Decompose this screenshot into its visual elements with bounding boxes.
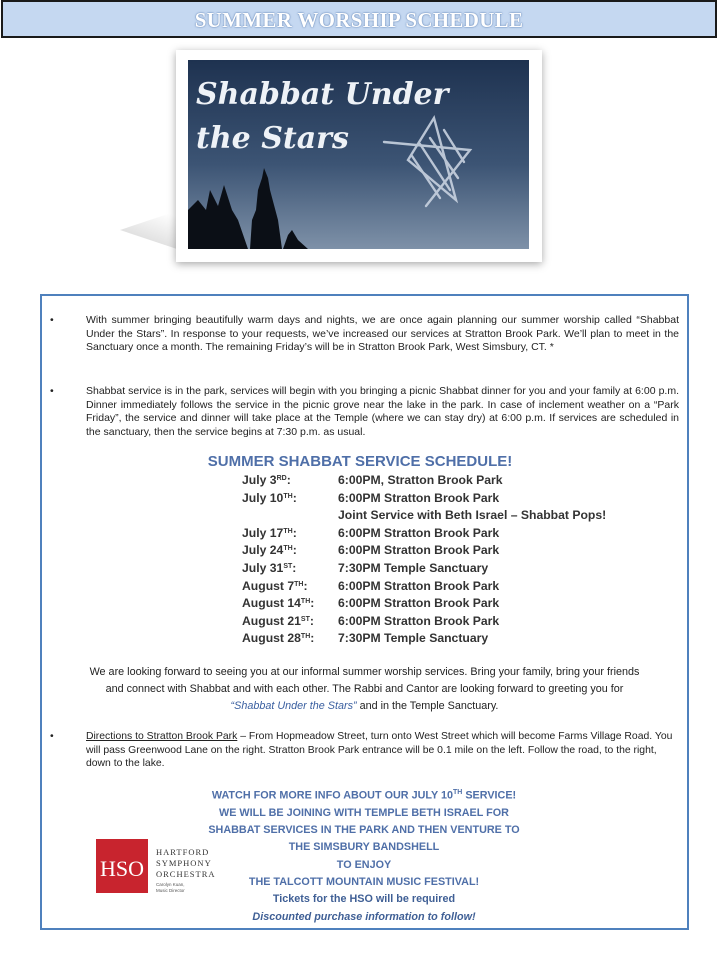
svg-text:ORCHESTRA: ORCHESTRA [156,869,216,879]
svg-text:HSO: HSO [99,856,145,881]
schedule-row [242,578,662,596]
schedule-title: SUMMER SHABBAT SERVICE SCHEDULE! [207,453,513,470]
schedule-time: 7:30PM Temple Sanctuary [338,560,489,575]
announcement-line: Discounted purchase information to follow! [252,910,476,923]
announcement-line: THE TALCOTT MOUNTAIN MUSIC FESTIVAL! [248,876,480,889]
schedule-time: 6:00PM Stratton Brook Park [338,578,500,593]
announcement-line: WATCH FOR MORE INFO ABOUT OUR JULY 10TH SERVICE! [211,789,517,802]
closing-line: We are looking forward to seeing you at our informal summer worship services. Bring your family, bring your friends [89,666,640,678]
svg-text:Carolyn Kuan,: Carolyn Kuan, [156,882,185,887]
title-bar [1,0,717,38]
schedule-date: July 10TH: [242,490,297,505]
hso-logo [94,836,234,896]
bullet-marker: • [50,731,54,742]
bullet-marker: • [50,385,54,397]
announcement-line: THE SIMSBURY BANDSHELL [288,841,440,854]
banner-line2: the Stars [196,121,349,156]
schedule-row [242,560,662,578]
page-title: SUMMER WORSHIP SCHEDULE [194,8,524,32]
svg-text:SYMPHONY: SYMPHONY [156,858,212,868]
announcement-line: TO ENJOY [336,858,392,871]
schedule-date: July 24TH: [242,543,297,558]
schedule-row [242,490,662,508]
schedule-time: 6:00PM Stratton Brook Park [338,596,500,611]
schedule-date: July 3RD: [242,473,291,487]
schedule-table [242,472,662,648]
announcement-line: Tickets for the HSO will be required [272,893,456,906]
schedule-date: July 31ST: [242,560,297,575]
schedule-row [242,472,662,490]
svg-text:Music Director: Music Director [156,888,185,893]
directions-label: Directions to Stratton Brook Park [86,731,238,742]
banner-line1: Shabbat Under [196,77,449,112]
schedule-row [242,542,662,560]
schedule-time: 6:00PM Stratton Brook Park [338,613,500,628]
schedule-row [242,525,662,543]
closing-title-italic: “Shabbat Under the Stars” [230,700,357,712]
banner-image [188,60,529,249]
schedule-date: August 7TH: [242,578,308,593]
announcement-line: WE WILL BE JOINING WITH TEMPLE BETH ISRAEL FOR [219,806,509,819]
schedule-row [242,595,662,613]
schedule-time: 6:00PM, Stratton Brook Park [338,473,503,487]
schedule-note: Joint Service with Beth Israel – Shabbat Pops! [338,508,607,523]
svg-text:HARTFORD: HARTFORD [156,847,210,857]
schedule-row [242,630,662,648]
schedule-time: 6:00PM Stratton Brook Park [338,490,500,505]
schedule-time: 6:00PM Stratton Brook Park [338,525,500,540]
bullet-marker: • [50,314,54,326]
bullet-text: With summer bringing beautifully warm days and nights, we are once again planning our summer worship called “Shabbat Under the Stars”. In response to your requests, we’ve increased our services at Stratton Brook Park. We’ll plan to meet in the Sanctuary once a month. The remaining Friday’s will be in Stratton Brook Park, West Simsbury, CT. * [86,314,679,354]
schedule-time: 7:30PM Temple Sanctuary [338,631,489,646]
schedule-date: August 14TH: [242,596,315,611]
schedule-time: 6:00PM Stratton Brook Park [338,543,500,558]
announcement-line: SHABBAT SERVICES IN THE PARK AND THEN VENTURE TO [208,824,520,837]
closing-line: “Shabbat Under the Stars” and in the Temple Sanctuary. [230,700,499,712]
schedule-date: July 17TH: [242,525,297,540]
schedule-row [242,613,662,631]
directions-text: – From Hopmeadow Street, turn onto West Street which will become Farms Village Road. You will pass Greenwood Lane on the right. Stratton Brook Park entrance will be 0.1 mile on the left. Follow the road, to the right, down to the lake. [86,731,673,770]
schedule-date: August 28TH: [242,631,315,646]
closing-paragraph [46,664,683,715]
closing-line: and connect with Shabbat and with each other. The Rabbi and Cantor are looking forward to greeting you for [105,683,624,695]
bullet-text: Shabbat service is in the park, services will begin with you bringing a picnic Shabbat dinner for you and your family at 6:00 p.m. Dinner immediately follows the service in the picnic grove near the lake in the park. In case of inclement weather on a “Park Friday”, the service and dinner will take place at the Temple (where we can stay dry) at 6:00 p.m. If services are scheduled in the sanctuary, then the service begins at 7:30 p.m. as usual. [86,385,679,438]
schedule-row [242,507,662,525]
schedule-date: August 21ST: [242,613,314,628]
